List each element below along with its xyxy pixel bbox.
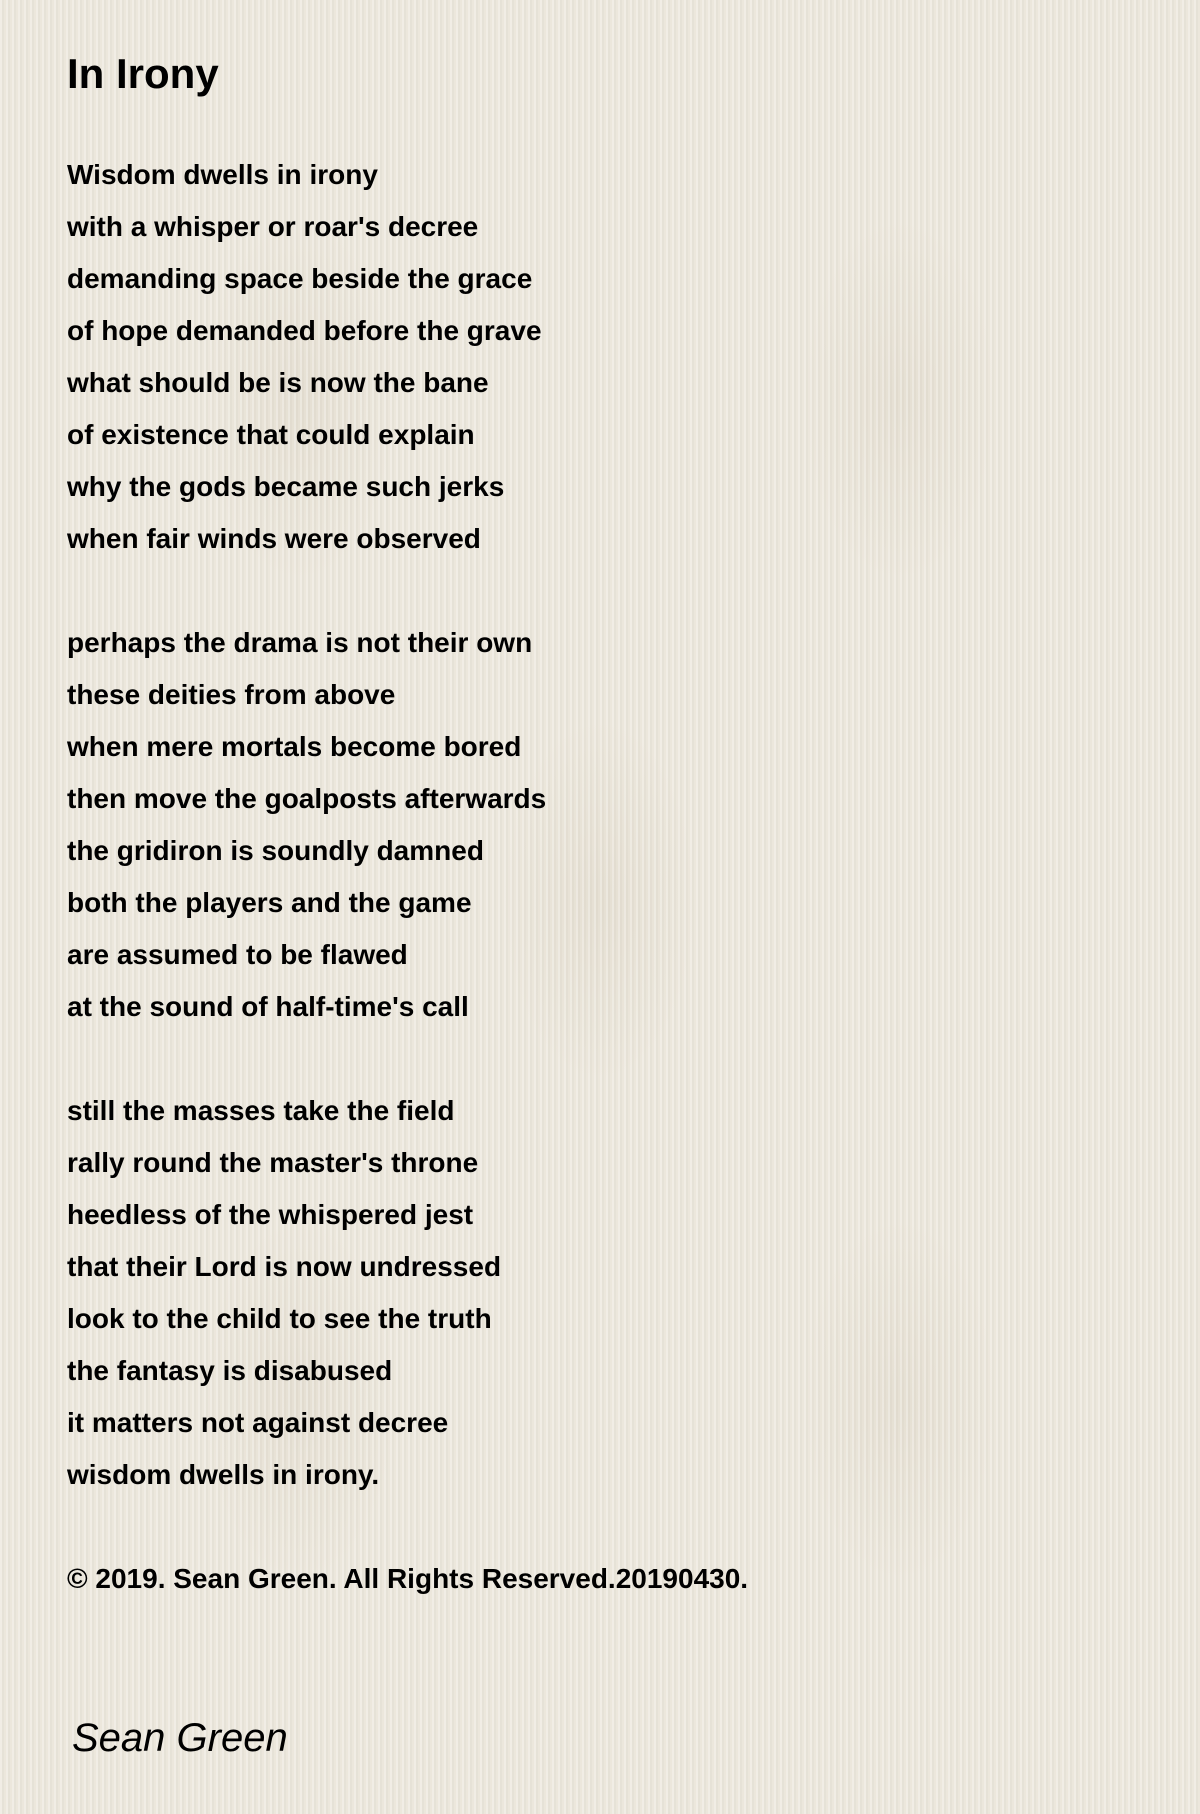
poem-line: why the gods became such jerks [67, 471, 505, 502]
poem-line: demanding space beside the grace [67, 263, 533, 294]
poem-line: Wisdom dwells in irony [67, 159, 378, 190]
stanza-break [67, 1501, 748, 1553]
stanza-2 [67, 617, 748, 1033]
poem-line: these deities from above [67, 679, 396, 710]
poem-line: are assumed to be flawed [67, 939, 408, 970]
stanza-break [67, 565, 748, 617]
copyright-notice: © 2019. Sean Green. All Rights Reserved.20190430. [67, 1563, 749, 1594]
poem-line: the gridiron is soundly damned [67, 835, 484, 866]
poem-line: when fair winds were observed [67, 523, 481, 554]
poem-line: both the players and the game [67, 887, 472, 918]
poem-line: when mere mortals become bored [67, 731, 522, 762]
poem-line: of existence that could explain [67, 419, 475, 450]
poem-line: the fantasy is disabused [67, 1355, 393, 1386]
poem-line: heedless of the whispered jest [67, 1199, 474, 1230]
poem-line: rally round the master's throne [67, 1147, 479, 1178]
poem-line: wisdom dwells in irony. [67, 1459, 380, 1490]
poem-line: what should be is now the bane [67, 367, 489, 398]
poem-title: In Irony [67, 50, 219, 97]
poem-line: look to the child to see the truth [67, 1303, 492, 1334]
author-signature: Sean Green [72, 1716, 288, 1760]
stanza-1 [67, 149, 748, 565]
stanza-3 [67, 1085, 748, 1501]
poem-line: of hope demanded before the grave [67, 315, 542, 346]
poem-body [67, 149, 748, 1605]
poem-line: perhaps the drama is not their own [67, 627, 533, 658]
stanza-break [67, 1033, 748, 1085]
poem-line: it matters not against decree [67, 1407, 449, 1438]
poem-line: that their Lord is now undressed [67, 1251, 502, 1282]
poem-line: then move the goalposts afterwards [67, 783, 547, 814]
poem-line: with a whisper or roar's decree [67, 211, 479, 242]
poem-line: at the sound of half-time's call [67, 991, 469, 1022]
poem-line: still the masses take the field [67, 1095, 455, 1126]
